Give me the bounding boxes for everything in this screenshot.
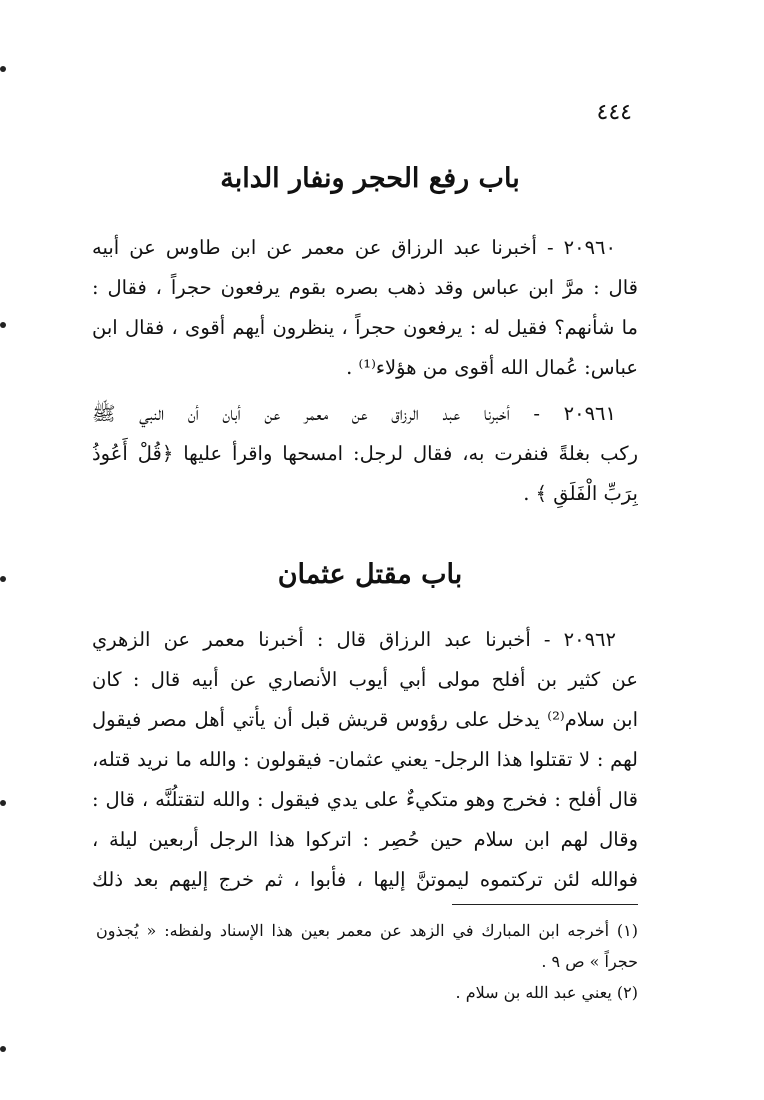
text-line: وقال لهم ابن سلام حين حُصِر : اتركوا هذا الرجل أربعين ليلة ، [92,828,638,851]
text-line: عن كثير بن أفلح مولى أبي أيوب الأنصاري عن أبيه قال : كان [92,668,638,691]
text-line: بِرَبِّ الْفَلَقِ ﴾ . [523,482,638,505]
page-number: ٤٤٤ [596,100,632,125]
text-line: ٢٠٩٦١ - أخبرنا عبد الرزاق عن معمر عن أبان أن النبي ﷺ [92,402,616,425]
hadith-20960 [92,228,638,388]
text-line: ركب بغلةً فنفرت به، فقال لرجل: امسحها واقرأ عليها ﴿قُلْ أَعُوذُ [92,442,638,465]
scan-edge-mark [0,1046,6,1052]
text-line: ابن سلام⁽²⁾ يدخل على رؤوس قريش قبل أن يأتي أهل مصر فيقول [92,708,638,731]
scan-edge-mark [0,576,6,582]
section-title-stone-lifting: باب رفع الحجر ونفار الدابة [220,163,520,194]
scan-edge-mark [0,322,6,328]
footnote-line: (١) أخرجه ابن المبارك في الزهد عن معمر بعين هذا الإسناد ولفظه: « يُجذون [96,921,638,940]
footnote-divider [452,904,638,905]
hadith-20962 [92,620,638,900]
text-line: قال : مرَّ ابن عباس وقد ذهب بصره بقوم يرفعون حجراً ، فقال : [92,276,638,299]
section-title-killing-of-uthman: باب مقتل عثمان [277,559,463,590]
text-line: قال أفلح : فخرج وهو متكيءٌ على يدي فيقول : والله لتقتلُنَّه ، قال : [92,788,638,811]
text-line: عباس: عُمال الله أقوى من هؤلاء⁽¹⁾ . [346,356,638,379]
text-line: ٢٠٩٦٢ - أخبرنا عبد الرزاق قال : أخبرنا معمر عن الزهري [92,628,616,651]
text-line: فوالله لئن تركتموه ليموتنَّ إليها ، فأبوا ، ثم خرج إليهم بعد ذلك [92,868,638,891]
footnote-line: (٢) يعني عبد الله بن سلام . [455,983,638,1002]
footnote-line: حجراً » ص ٩ . [541,952,638,971]
footnotes [96,915,638,1008]
text-line: ٢٠٩٦٠ - أخبرنا عبد الرزاق عن معمر عن ابن طاوس عن أبيه [92,236,616,259]
text-line: لهم : لا تقتلوا هذا الرجل- يعني عثمان- فيقولون : والله ما نريد قتله، [92,748,638,771]
scan-edge-mark [0,800,6,806]
scan-edge-mark [0,66,6,72]
text-line: ما شأنهم؟ فقيل له : يرفعون حجراً ، ينظرون أيهم أقوى ، فقال ابن [92,316,638,339]
hadith-20961 [92,394,638,514]
